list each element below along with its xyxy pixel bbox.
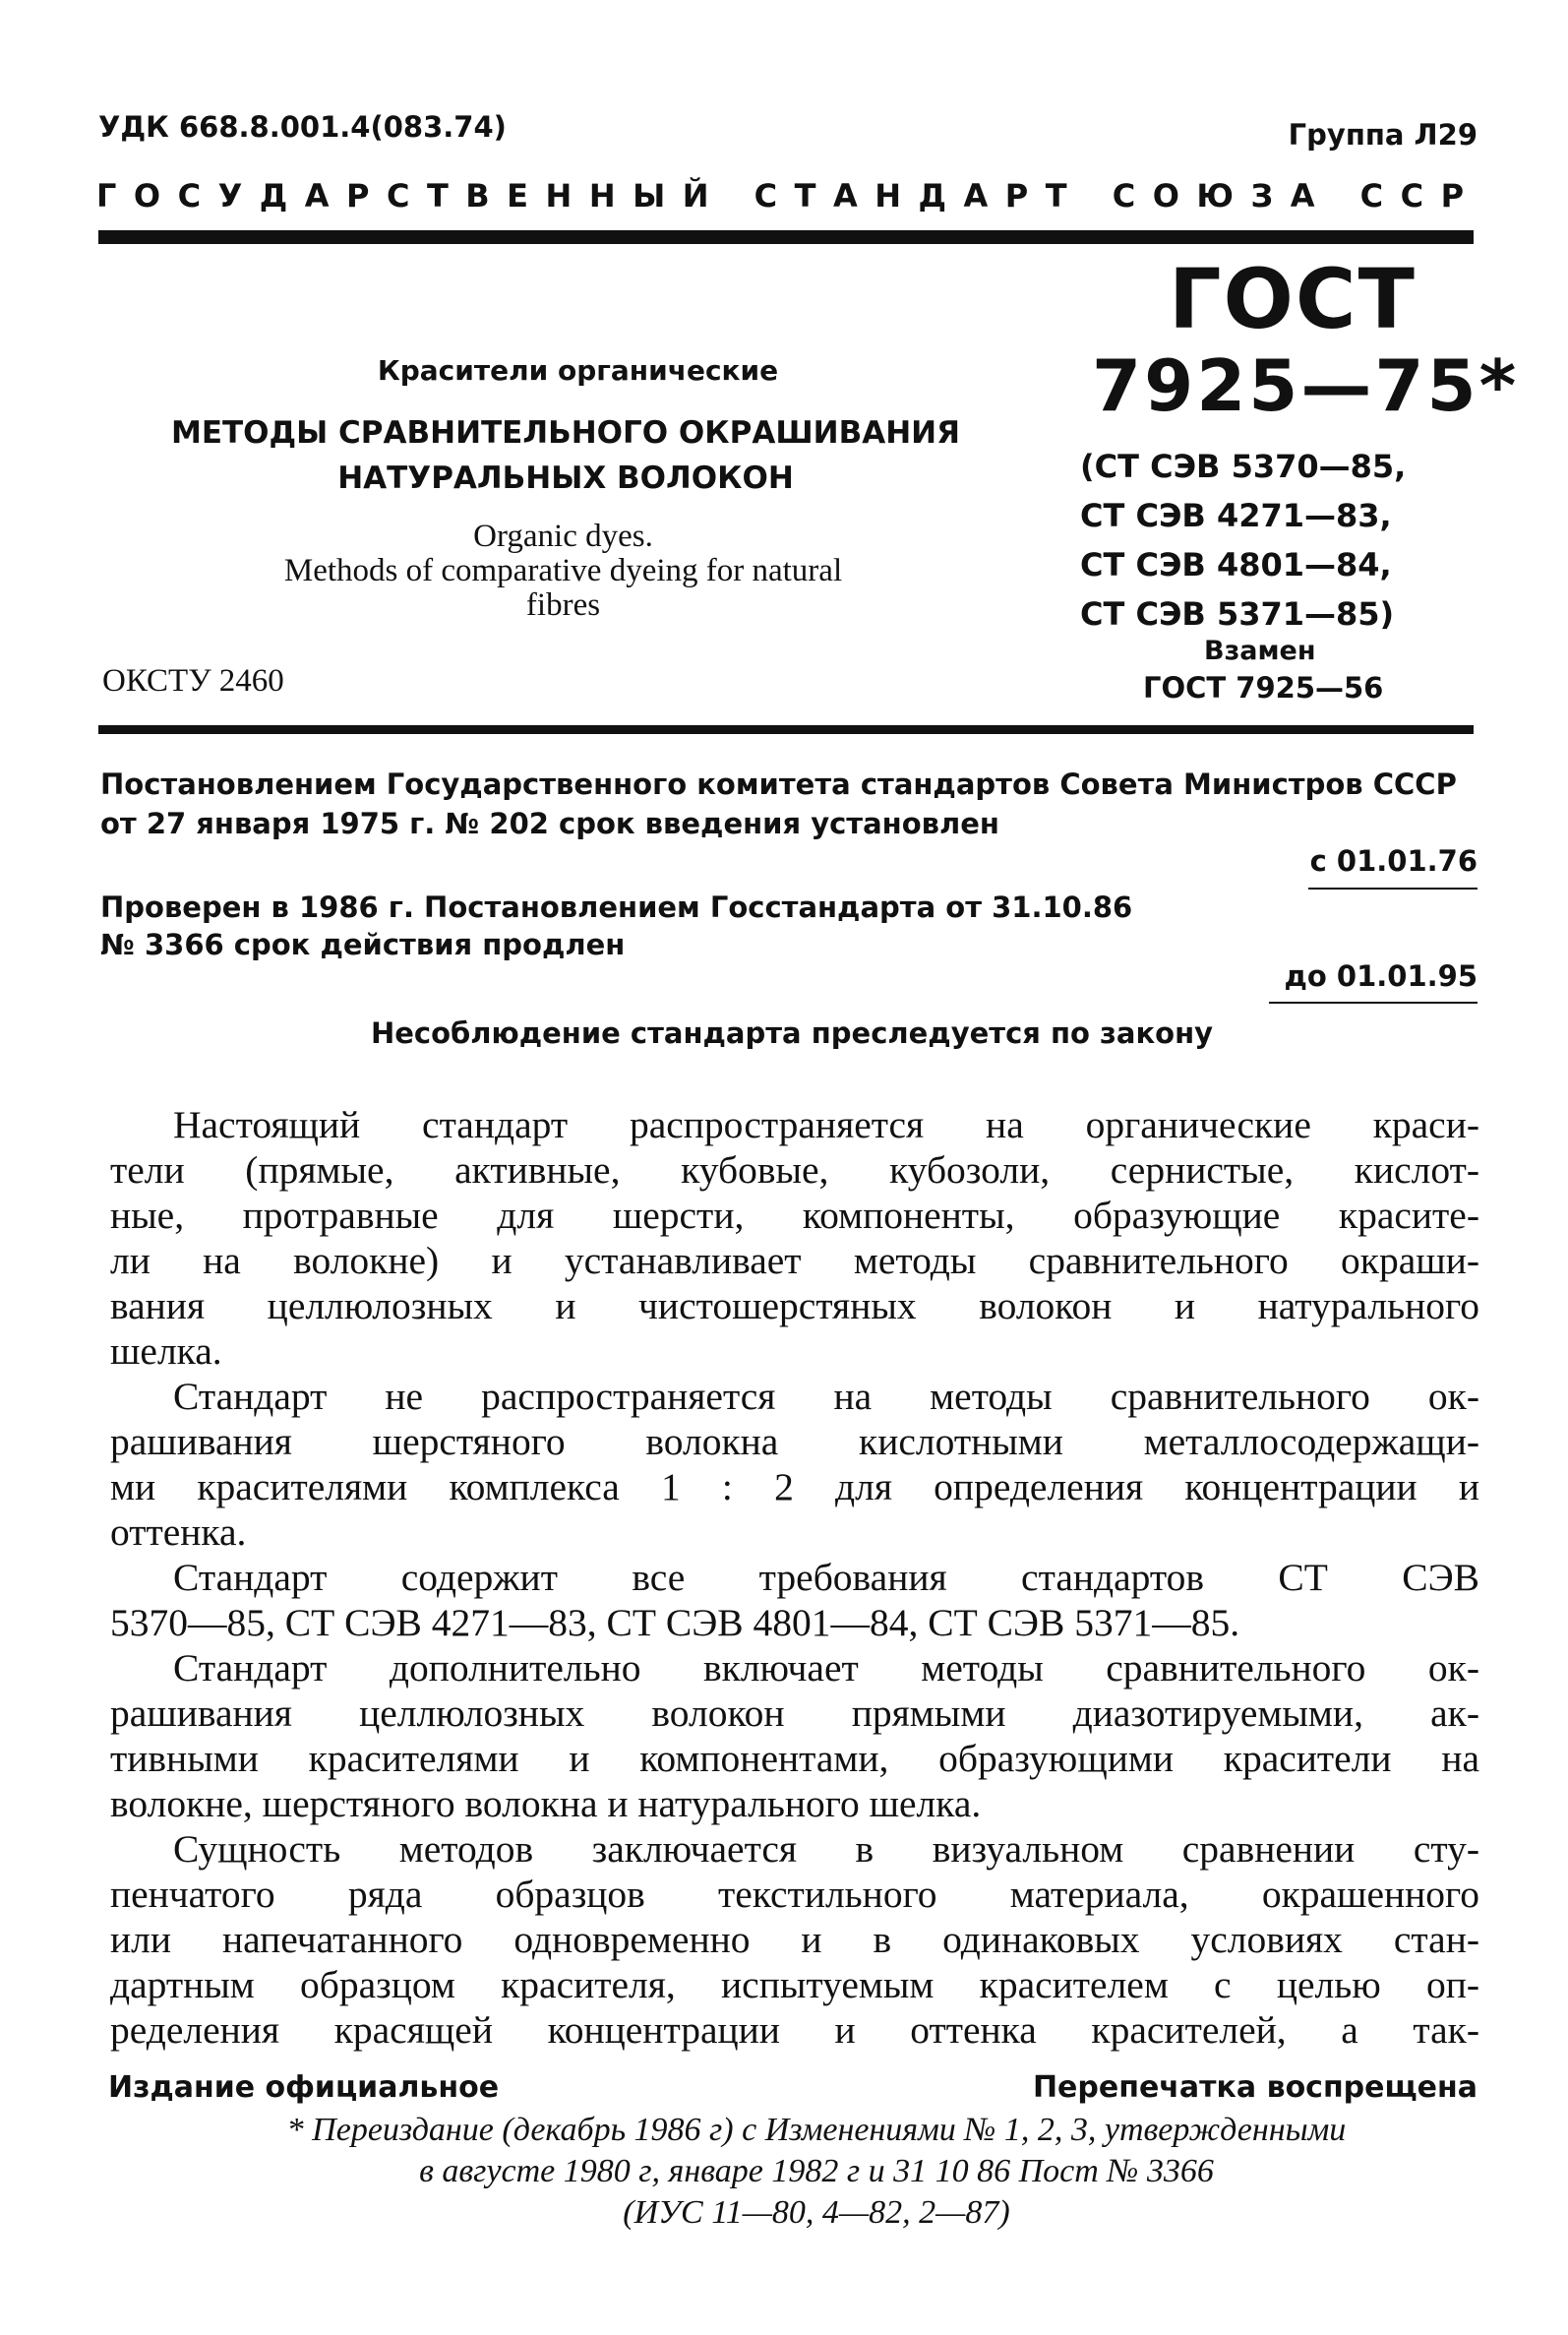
validity-date-underline (1269, 1002, 1478, 1004)
cmea-standard: (СТ СЭВ 5370—85, (1080, 448, 1407, 485)
body-line: или напечатанного одновременно и в одинаковых условиях стан- (110, 1918, 1479, 1961)
introduction-date: с 01.01.76 (1309, 844, 1478, 878)
oksty-code: ОКСТУ 2460 (102, 663, 284, 699)
footnote: * Переиздание (декабрь 1986 г) с Изменениями № 1, 2, 3, утвержденными (286, 2112, 1347, 2148)
validity-date: до 01.01.95 (1284, 959, 1478, 993)
introduction-date-underline (1308, 888, 1478, 890)
body-line: дартным образцом красителя, испытуемым красителем с целью оп- (110, 1963, 1479, 2006)
body-line: рашивания целлюлозных волокон прямыми диазотируемыми, ак- (110, 1691, 1479, 1735)
body-line: тивными красителями и компонентами, образующими красители на (110, 1737, 1479, 1780)
cmea-standard: СТ СЭВ 5371—85) (1080, 595, 1395, 633)
body-line: рашивания шерстяного волокна кислотными металлосодержащи- (110, 1420, 1479, 1463)
body-line: пенчатого ряда образцов текстильного материала, окрашенного (110, 1873, 1479, 1916)
body-line: Стандарт не распространяется на методы сравнительного ок- (173, 1375, 1479, 1418)
replaced-gost: ГОСТ 7925—56 (1143, 671, 1384, 705)
gost-label: ГОСТ (1169, 251, 1417, 347)
body-line: тели (прямые, активные, кубовые, кубозоли, сернистые, кислот- (110, 1148, 1479, 1192)
title-ru-subject: Красители органические (377, 354, 779, 387)
title-ru-main: МЕТОДЫ СРАВНИТЕЛЬНОГО ОКРАШИВАНИЯ (171, 415, 960, 451)
decree-text: Постановлением Государственного комитета стандартов Совета Министров СССР (100, 768, 1457, 801)
classification-group: Группа Л29 (1288, 118, 1478, 152)
body-line: Сущность методов заключается в визуальном сравнении сту- (173, 1827, 1479, 1871)
footnote: (ИУС 11—80, 4—82, 2—87) (623, 2194, 1010, 2231)
cmea-standard: СТ СЭВ 4271—83, (1080, 497, 1392, 534)
body-line: Стандарт содержит все требования стандартов СТ СЭВ (173, 1556, 1479, 1599)
title-en: Methods of comparative dyeing for natural (283, 553, 843, 588)
body-line: оттенка. (110, 1510, 247, 1554)
cmea-standard: СТ СЭВ 4801—84, (1080, 546, 1392, 584)
body-line: Настоящий стандарт распространяется на органические краси- (173, 1103, 1479, 1146)
body-line: шелка. (110, 1329, 222, 1373)
reprint-prohibited-label: Перепечатка воспрещена (1032, 2070, 1478, 2105)
body-line: ределения красящей концентрации и оттенка красителей, а так- (110, 2008, 1479, 2052)
body-line: ли на волокне) и устанавливает методы сравнительного окраши- (110, 1239, 1479, 1282)
replaced-label: Взамен (1204, 636, 1316, 666)
state-standard-heading: ГОСУДАРСТВЕННЫЙ СТАНДАРТ СОЮЗА ССР (96, 177, 1481, 215)
title-en: Organic dyes. (473, 519, 653, 554)
middle-rule (98, 725, 1474, 734)
body-line: ми красителями комплекса 1 : 2 для определения концентрации и (110, 1465, 1479, 1508)
title-en: fibres (525, 587, 601, 623)
top-rule (98, 230, 1474, 244)
udk-code: УДК 668.8.001.4(083.74) (98, 110, 507, 144)
footnote: в августе 1980 г, январе 1982 г и 31 10 86 Пост № 3366 (419, 2153, 1214, 2189)
title-ru-main: НАТУРАЛЬНЫХ ВОЛОКОН (337, 461, 794, 496)
body-line: 5370—85, СТ СЭВ 4271—83, СТ СЭВ 4801—84, СТ СЭВ 5371—85. (110, 1601, 1240, 1644)
body-line: вания целлюлозных и чистошерстяных волокон и натурального (110, 1284, 1479, 1327)
revision-text: Проверен в 1986 г. Постановлением Госстандарта от 31.10.86 (100, 891, 1133, 924)
decree-text: от 27 января 1975 г. № 202 срок введения установлен (100, 807, 999, 840)
official-edition-label: Издание официальное (108, 2070, 500, 2105)
legal-notice: Несоблюдение стандарта преследуется по закону (370, 1016, 1214, 1050)
body-line: ные, протравные для шерсти, компоненты, образующие красите- (110, 1194, 1479, 1237)
revision-text: № 3366 срок действия продлен (100, 928, 626, 961)
gost-number: 7925—75* (1092, 344, 1520, 427)
body-line: Стандарт дополнительно включает методы сравнительного ок- (173, 1646, 1479, 1690)
body-line: волокне, шерстяного волокна и натурального шелка. (110, 1782, 982, 1825)
